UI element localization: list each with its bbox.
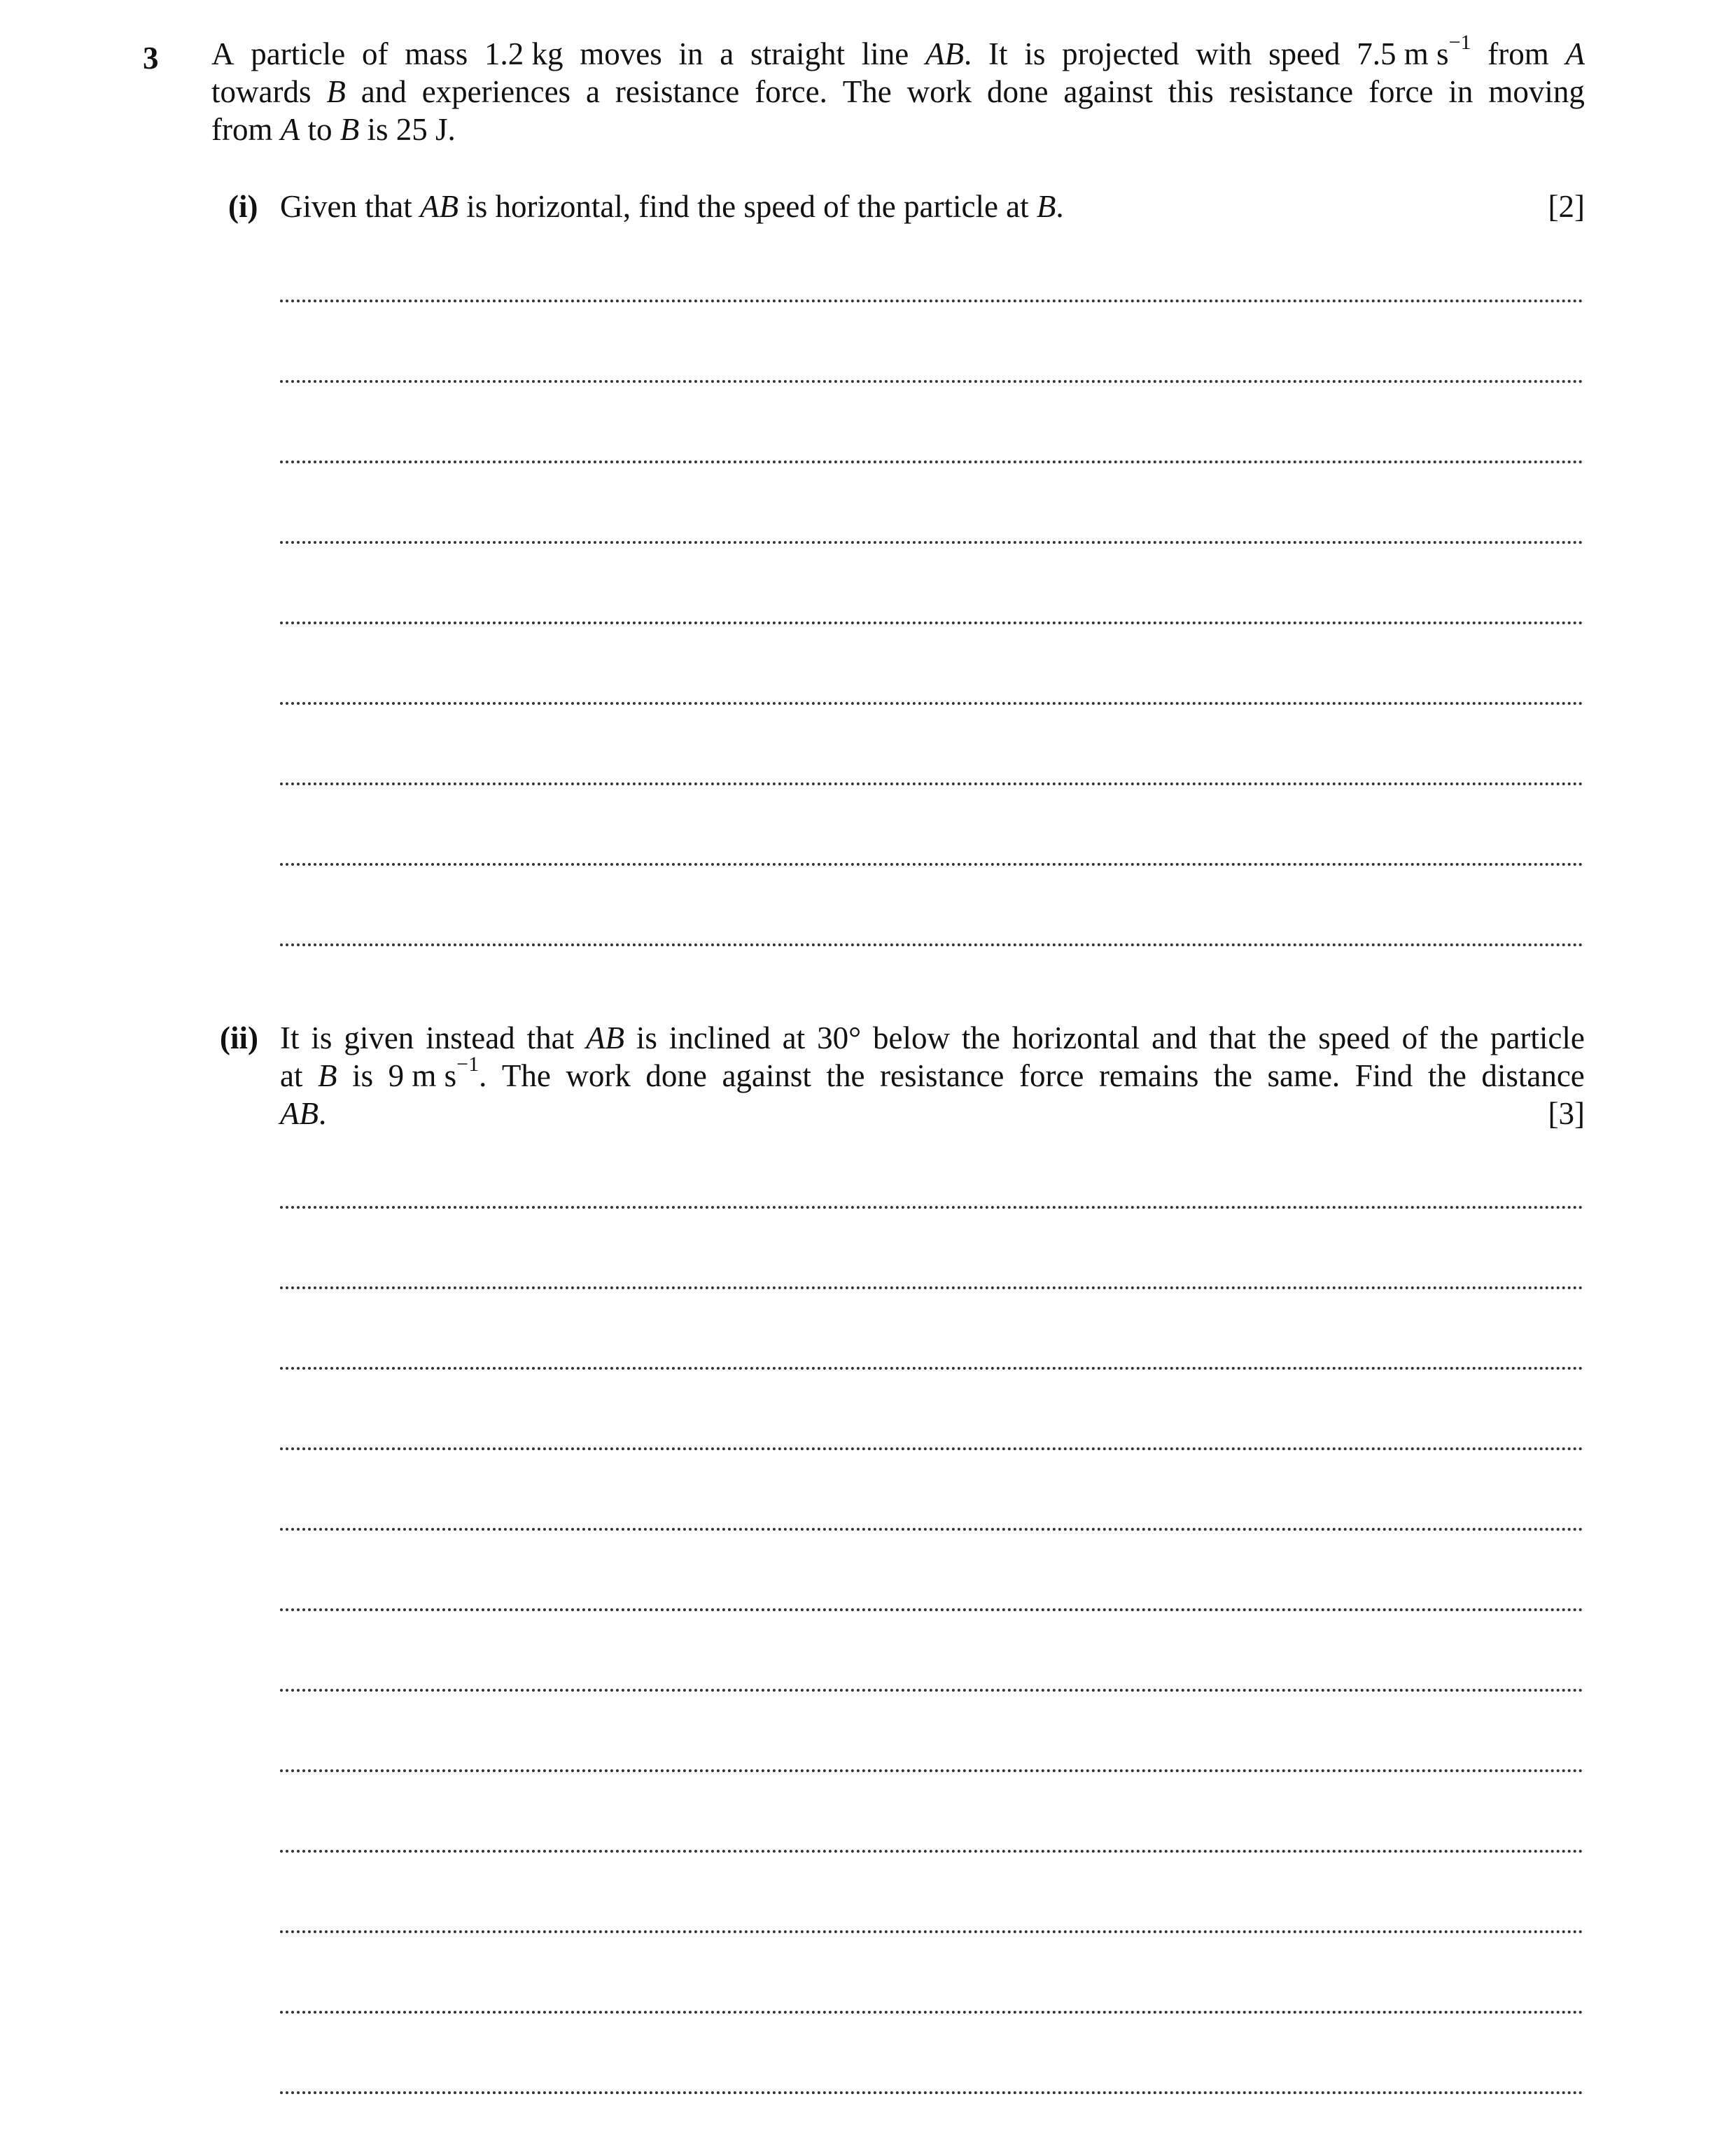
stem-line-2: towards B and experiences a resistance force. The work done against this resistance force in moving [211,74,1585,109]
part-ii-line-3: AB. [3] [280,1096,1585,1131]
answer-line-i-2[interactable] [280,380,1583,383]
part-i-text: Given that AB is horizontal, find the speed of the particle at B. [2] [280,189,1585,224]
answer-line-ii-2[interactable] [280,1286,1583,1289]
answer-line-i-5[interactable] [280,622,1583,624]
question-stem [211,31,1585,148]
answer-line-ii-1[interactable] [280,1206,1583,1209]
part-ii-text [280,1019,1585,1132]
answer-line-i-4[interactable] [280,541,1583,544]
answer-line-i-3[interactable] [280,461,1583,463]
part-ii-line-1: It is given instead that AB is inclined at 30° below the horizontal and that the speed of the particle [280,1020,1585,1055]
answer-line-i-9[interactable] [280,943,1583,946]
answer-line-ii-8[interactable] [280,1769,1583,1772]
answer-line-i-8[interactable] [280,863,1583,866]
part-ii-line-2: at B is 9 m $s^{-1}$. The work done against the resistance force remains the same. Find the distance [280,1053,1585,1093]
answer-line-ii-5[interactable] [280,1528,1583,1531]
answer-line-ii-10[interactable] [280,1930,1583,1933]
part-i-label: (i) [228,189,258,224]
answer-line-i-1[interactable] [280,300,1583,302]
answer-line-ii-6[interactable] [280,1608,1583,1611]
answer-line-ii-9[interactable] [280,1850,1583,1853]
answer-line-ii-4[interactable] [280,1447,1583,1450]
stem-line-1: A particle of mass 1.2 kg moves in a straight line AB. It is projected with speed 7.5 m $s^{-1}$ from A [211,31,1585,71]
question-number: 3 [143,41,159,76]
answer-line-ii-12[interactable] [280,2091,1583,2094]
answer-line-ii-11[interactable] [280,2011,1583,2014]
answer-line-ii-3[interactable] [280,1367,1583,1370]
part-ii-marks: [3] [1548,1096,1585,1131]
answer-line-i-7[interactable] [280,782,1583,785]
stem-line-3: from A to B is 25 J. [211,112,456,147]
answer-line-ii-7[interactable] [280,1689,1583,1692]
answer-line-i-6[interactable] [280,702,1583,705]
part-i-marks: [2] [1548,189,1585,224]
part-ii-label: (ii) [220,1020,258,1055]
